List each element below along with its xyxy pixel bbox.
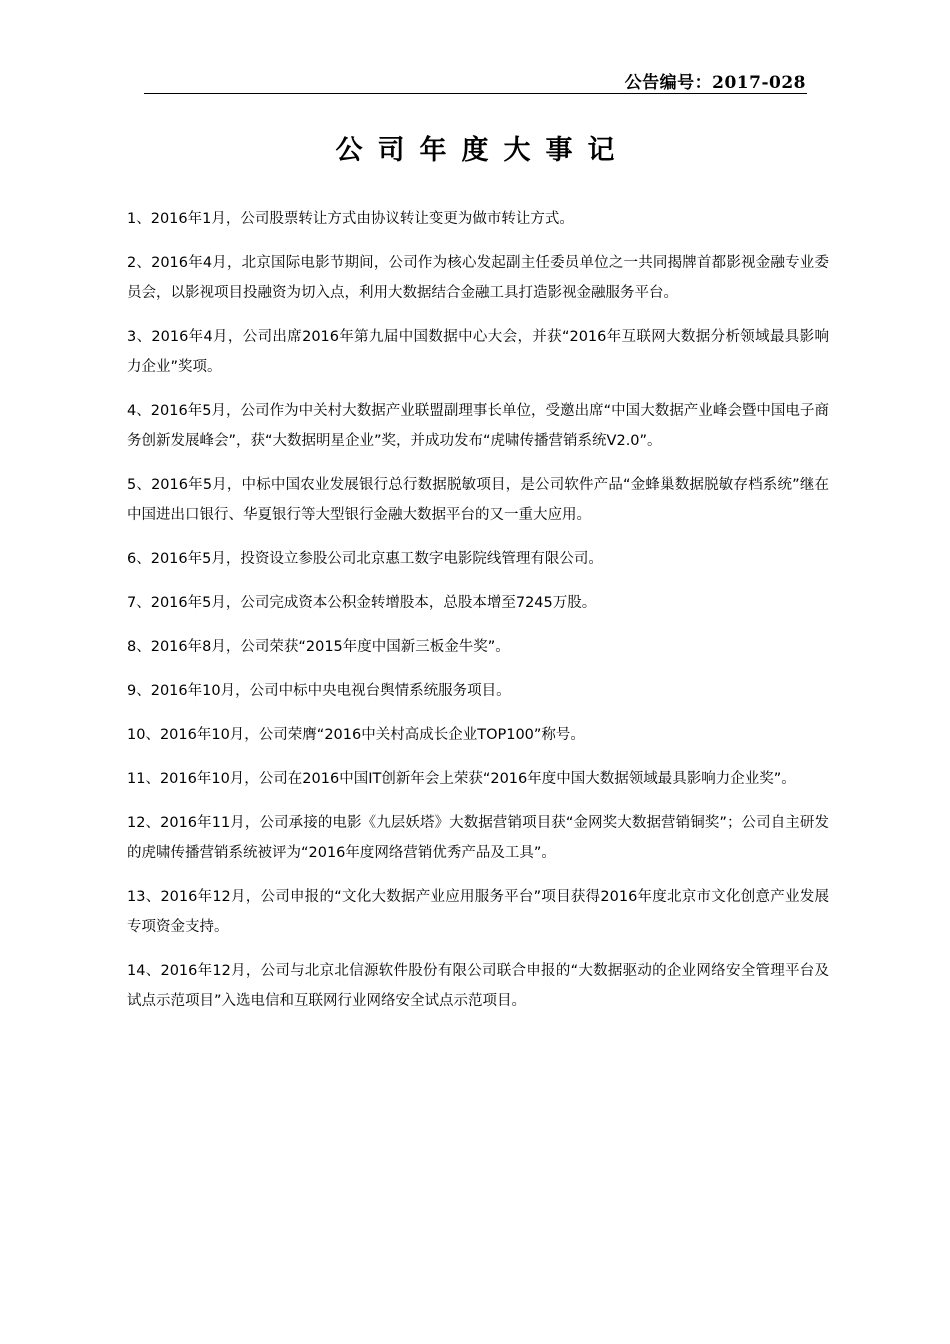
event-item-3: 3、2016年4月，公司出席2016年第九届中国数据中心大会，并获“2016年互联网大数据分析领域最具影响力企业”奖项。 [127,329,829,375]
announcement-number: 公告编号：2017-028 [624,73,806,93]
event-item-6: 6、2016年5月，投资设立参股公司北京惠工数字电影院线管理有限公司。 [127,551,603,567]
event-item-5: 5、2016年5月，中标中国农业发展银行总行数据脱敏项目，是公司软件产品“金蜂巢数据脱敏存档系统”继在中国进出口银行、华夏银行等大型银行金融大数据平台的又一重大应用。 [127,477,829,523]
event-item-8: 8、2016年8月，公司荣获“2015年度中国新三板金牛奖”。 [127,639,510,655]
event-item-13: 13、2016年12月，公司申报的“文化大数据产业应用服务平台”项目获得2016年度北京市文化创意产业发展专项资金支持。 [127,889,829,935]
event-item-4: 4、2016年5月，公司作为中关村大数据产业联盟副理事长单位，受邀出席“中国大数据产业峰会暨中国电子商务创新发展峰会”，获“大数据明星企业”奖，并成功发布“虎啸传播营销系统V2.0”。 [127,403,829,449]
event-item-12: 12、2016年11月，公司承接的电影《九层妖塔》大数据营销项目获“金网奖大数据营销铜奖”；公司自主研发的虎啸传播营销系统被评为“2016年度网络营销优秀产品及工具”。 [127,815,829,861]
event-item-11: 11、2016年10月，公司在2016中国IT创新年会上荣获“2016年度中国大数据领域最具影响力企业奖”。 [127,771,796,787]
document-title: 公司年度大事记 [335,135,630,166]
event-item-9: 9、2016年10月，公司中标中央电视台舆情系统服务项目。 [127,683,511,699]
event-item-14: 14、2016年12月，公司与北京北信源软件股份有限公司联合申报的“大数据驱动的企业网络安全管理平台及试点示范项目”入选电信和互联网行业网络安全试点示范项目。 [127,963,829,1009]
event-item-2: 2、2016年4月，北京国际电影节期间，公司作为核心发起副主任委员单位之一共同揭牌首都影视金融专业委员会，以影视项目投融资为切入点，利用大数据结合金融工具打造影视金融服务平台。 [127,255,829,301]
event-item-1: 1、2016年1月，公司股票转让方式由协议转让变更为做市转让方式。 [127,211,574,227]
event-list [127,204,829,1030]
event-item-7: 7、2016年5月，公司完成资本公积金转增股本，总股本增至7245万股。 [127,595,597,611]
header-divider [144,93,807,94]
event-item-10: 10、2016年10月，公司荣膺“2016中关村高成长企业TOP100”称号。 [127,727,585,743]
